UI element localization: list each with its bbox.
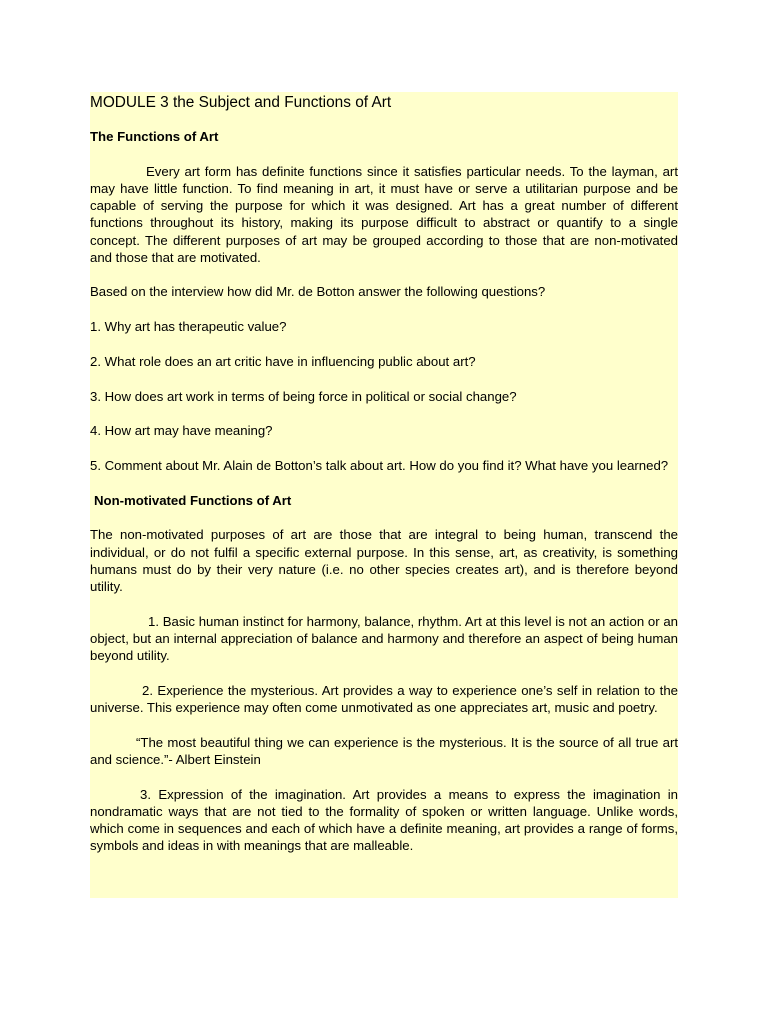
nonmotivated-paragraph: The non-motivated purposes of art are those that are integral to being human, transcend the individual, or do not fulfil a specific external purpose. In this sense, art, as creativity, is something humans must do by their very nature (i.e. no other species creates art), and is therefore beyond utility. [90, 527, 678, 594]
item-2-paragraph: 2. Experience the mysterious. Art provides a way to experience one’s self in relation to the universe. This experience may often come unmotivated as one appreciates art, music and poetry. [90, 682, 678, 715]
question-4: 4. How art may have meaning? [90, 423, 273, 439]
document-content [90, 92, 678, 854]
question-1: 1. Why art has therapeutic value? [90, 319, 287, 335]
question-2: 2. What role does an art critic have in influencing public about art? [90, 353, 476, 369]
document-page [90, 92, 678, 898]
question-3: 3. How does art work in terms of being force in political or social change? [90, 388, 517, 404]
item-3-paragraph: 3. Expression of the imagination. Art provides a means to express the imagination in nondramatic ways that are not tied to the formality of spoken or written language. Unlike words, which come in sequences and each of which have a definite meaning, art provides a range of forms, symbols and ideas in with meanings that are malleable. [90, 786, 678, 854]
interview-prompt: Based on the interview how did Mr. de Botton answer the following questions? [90, 284, 546, 300]
module-title: MODULE 3 the Subject and Functions of Art [90, 94, 392, 111]
question-5: 5. Comment about Mr. Alain de Botton’s talk about art. How do you find it? What have you learned? [90, 457, 669, 473]
nonmotivated-heading: Non-motivated Functions of Art [94, 492, 292, 508]
einstein-quote: “The most beautiful thing we can experience is the mysterious. It is the source of all true art and science.”- Albert Einstein [90, 734, 678, 767]
functions-heading: The Functions of Art [90, 129, 219, 144]
intro-paragraph: Every art form has definite functions since it satisfies particular needs. To the layman, art may have little function. To find meaning in art, it must have or serve a utilitarian purpose and be capable of serving the purpose for which it was designed. Art has a great number of different functions throughout its history, making its purpose difficult to abstract or quantify to a single concept. The different purposes of art may be grouped according to those that are non-motivated and those that are motivated. [90, 163, 678, 265]
item-1-paragraph: 1. Basic human instinct for harmony, balance, rhythm. Art at this level is not an action or an object, but an internal appreciation of balance and harmony and therefore an aspect of being human beyond utility. [90, 613, 678, 664]
